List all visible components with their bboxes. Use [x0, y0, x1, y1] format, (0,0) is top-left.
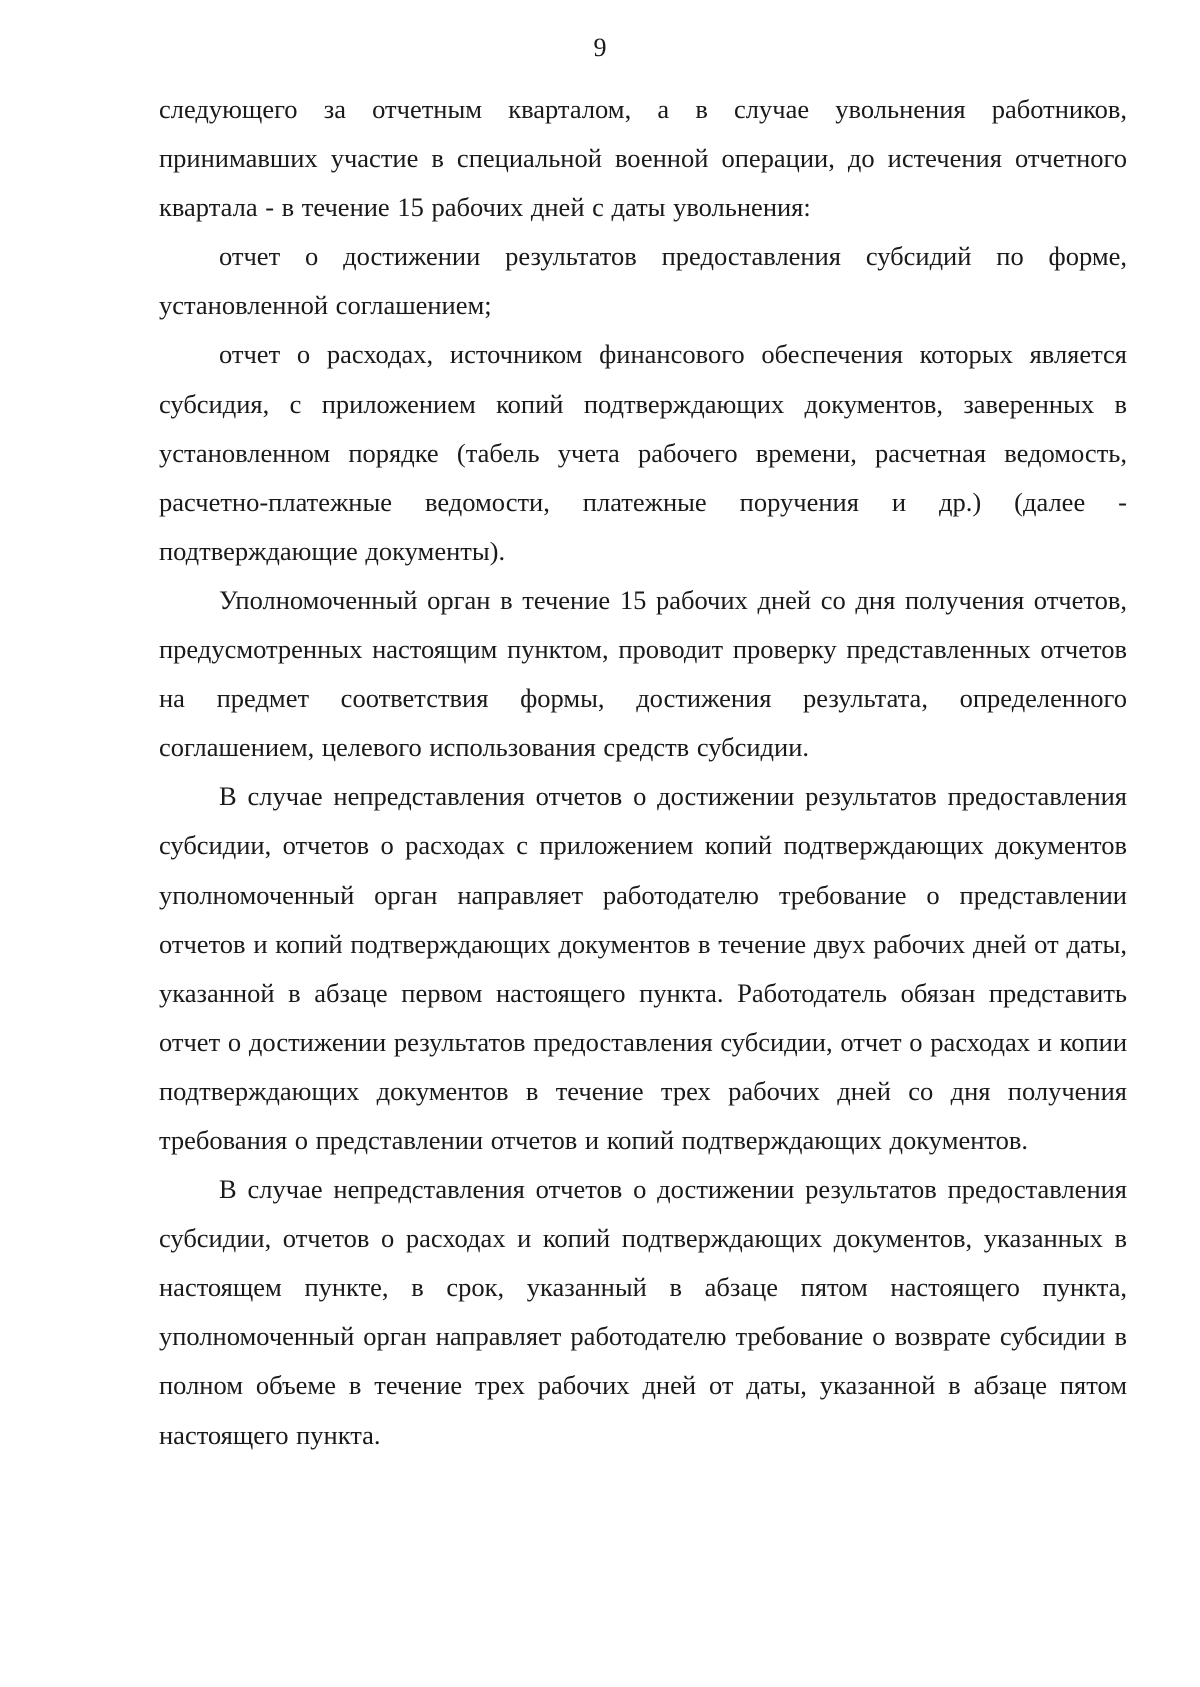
paragraph: отчет о расходах, источником финансового обеспечения которых является субсидия, с приложением копий подтверждающих документов, заверенных в установленном порядке (табель учета рабочего времени, расчетная ведомость, расчетно-платежные ведомости, платежные поручения и др.) (далее - подтверждающие документы).	[159, 339, 1127, 566]
paragraph: В случае непредставления отчетов о достижении результатов предоставления субсидии, отчетов о расходах с приложением копий подтверждающих документов уполномоченный орган направляет работодателю требование о представлении отчетов и копий подтверждающих документов в течение двух рабочих дней от даты, указанной в абзаце первом настоящего пункта. Работодатель обязан представить отчет о достижении результатов предоставления субсидии, отчет о расходах и копии подтверждающих документов в течение трех рабочих дней со дня получения требования о представлении отчетов и копий подтверждающих документов.	[159, 781, 1127, 1155]
page-number: 9	[593, 33, 607, 62]
paragraph: Уполномоченный орган в течение 15 рабочих дней со дня получения отчетов, предусмотренных настоящим пунктом, проводит проверку представленных отчетов на предмет соответствия формы, достижения результата, определенного соглашением, целевого использования средств субсидии.	[159, 584, 1127, 763]
paragraph: следующего за отчетным кварталом, а в случае увольнения работников, принимавших участие в специальной военной операции, до истечения отчетного квартала - в течение 15 рабочих дней с даты увольнения:	[159, 94, 1127, 223]
paragraph: В случае непредставления отчетов о достижении результатов предоставления субсидии, отчетов о расходах и копий подтверждающих документов, указанных в настоящем пункте, в срок, указанный в абзаце пятом настоящего пункта, уполномоченный орган направляет работодателю требование о возврате субсидии в полном объеме в течение трех рабочих дней от даты, указанной в абзаце пятом настоящего пункта.	[159, 1174, 1127, 1450]
document-body	[159, 85, 1127, 1460]
paragraph: отчет о достижении результатов предоставления субсидий по форме, установленной соглашением;	[159, 241, 1127, 321]
